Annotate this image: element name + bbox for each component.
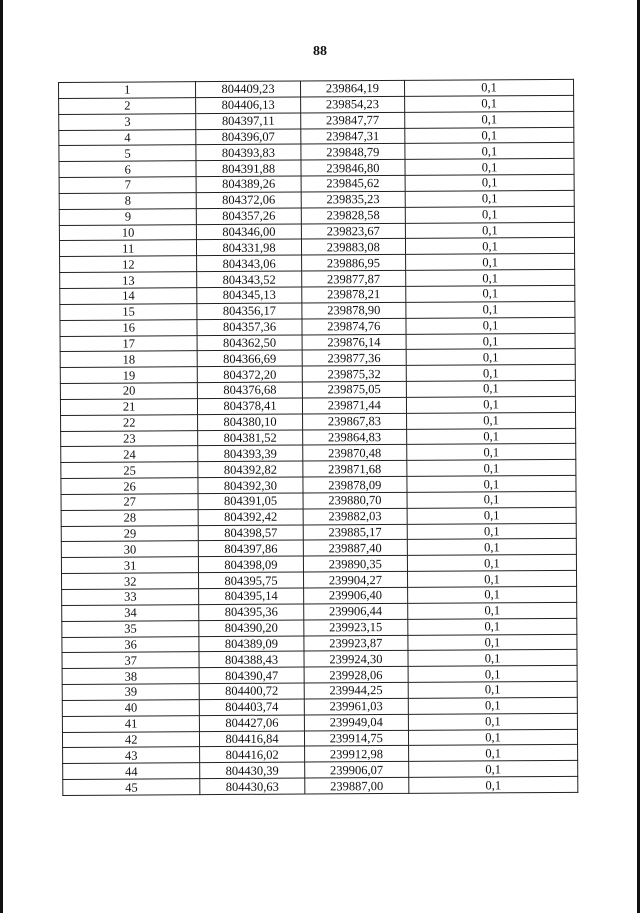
value-cell: 0,1 <box>407 475 576 492</box>
point-number-cell: 5 <box>59 145 196 162</box>
y-coordinate-cell: 239876,14 <box>302 334 406 350</box>
x-coordinate-cell: 804378,41 <box>198 398 302 414</box>
y-coordinate-cell: 239928,06 <box>304 667 408 683</box>
y-coordinate-cell: 239847,31 <box>300 128 404 144</box>
x-coordinate-cell: 804392,82 <box>198 461 302 477</box>
y-coordinate-cell: 239871,68 <box>302 461 406 477</box>
y-coordinate-cell: 239864,83 <box>302 429 406 445</box>
y-coordinate-cell: 239906,40 <box>303 587 407 603</box>
point-number-cell: 31 <box>61 557 198 574</box>
y-coordinate-cell: 239828,58 <box>301 207 405 223</box>
y-coordinate-cell: 239914,75 <box>304 730 408 746</box>
point-number-cell: 17 <box>60 335 197 352</box>
x-coordinate-cell: 804395,36 <box>199 604 303 620</box>
y-coordinate-cell: 239877,36 <box>302 350 406 366</box>
point-number-cell: 38 <box>62 668 199 685</box>
x-coordinate-cell: 804356,17 <box>197 303 301 319</box>
value-cell: 0,1 <box>405 143 574 160</box>
y-coordinate-cell: 239848,79 <box>301 144 405 160</box>
y-coordinate-cell: 239823,67 <box>301 223 405 239</box>
y-coordinate-cell: 239886,95 <box>301 255 405 271</box>
y-coordinate-cell: 239887,00 <box>304 777 408 793</box>
coordinates-table-body <box>59 79 578 795</box>
x-coordinate-cell: 804357,26 <box>197 208 301 224</box>
y-coordinate-cell: 239923,87 <box>304 635 408 651</box>
value-cell: 0,1 <box>406 333 575 350</box>
value-cell: 0,1 <box>405 111 574 128</box>
x-coordinate-cell: 804398,09 <box>199 556 303 572</box>
x-coordinate-cell: 804366,69 <box>197 350 301 366</box>
point-number-cell: 15 <box>60 303 197 320</box>
value-cell: 0,1 <box>405 127 574 144</box>
table-row <box>63 776 578 795</box>
x-coordinate-cell: 804362,50 <box>197 335 301 351</box>
point-number-cell: 4 <box>59 129 196 146</box>
coordinates-table <box>58 79 578 796</box>
x-coordinate-cell: 804398,57 <box>199 525 303 541</box>
x-coordinate-cell: 804389,09 <box>199 636 303 652</box>
value-cell: 0,1 <box>406 285 575 302</box>
x-coordinate-cell: 804357,36 <box>197 319 301 335</box>
value-cell: 0,1 <box>407 570 576 587</box>
point-number-cell: 11 <box>59 240 196 257</box>
page-edge-left <box>0 0 3 913</box>
y-coordinate-cell: 239883,08 <box>301 239 405 255</box>
value-cell: 0,1 <box>409 745 578 762</box>
value-cell: 0,1 <box>407 460 576 477</box>
point-number-cell: 27 <box>61 494 198 511</box>
value-cell: 0,1 <box>406 301 575 318</box>
point-number-cell: 7 <box>59 177 196 194</box>
y-coordinate-cell: 239846,80 <box>301 160 405 176</box>
point-number-cell: 39 <box>62 684 199 701</box>
value-cell: 0,1 <box>408 634 577 651</box>
point-number-cell: 6 <box>59 161 196 178</box>
value-cell: 0,1 <box>408 618 577 635</box>
value-cell: 0,1 <box>408 713 577 730</box>
x-coordinate-cell: 804416,84 <box>200 731 304 747</box>
value-cell: 0,1 <box>408 586 577 603</box>
x-coordinate-cell: 804372,06 <box>197 192 301 208</box>
x-coordinate-cell: 804393,39 <box>198 445 302 461</box>
value-cell: 0,1 <box>405 190 574 207</box>
y-coordinate-cell: 239875,32 <box>302 366 406 382</box>
x-coordinate-cell: 804397,86 <box>199 540 303 556</box>
value-cell: 0,1 <box>406 269 575 286</box>
value-cell: 0,1 <box>407 444 576 461</box>
value-cell: 0,1 <box>406 349 575 366</box>
point-number-cell: 24 <box>61 446 198 463</box>
value-cell: 0,1 <box>406 396 575 413</box>
point-number-cell: 1 <box>59 82 196 99</box>
x-coordinate-cell: 804395,75 <box>199 572 303 588</box>
x-coordinate-cell: 804393,83 <box>196 144 300 160</box>
y-coordinate-cell: 239961,03 <box>304 698 408 714</box>
point-number-cell: 19 <box>60 367 197 384</box>
y-coordinate-cell: 239906,44 <box>303 603 407 619</box>
point-number-cell: 32 <box>62 573 199 590</box>
point-number-cell: 10 <box>59 224 196 241</box>
y-coordinate-cell: 239904,27 <box>303 572 407 588</box>
x-coordinate-cell: 804372,20 <box>198 366 302 382</box>
y-coordinate-cell: 239847,77 <box>300 112 404 128</box>
value-cell: 0,1 <box>407 428 576 445</box>
x-coordinate-cell: 804430,39 <box>200 762 304 778</box>
x-coordinate-cell: 804390,20 <box>199 620 303 636</box>
value-cell: 0,1 <box>405 238 574 255</box>
x-coordinate-cell: 804380,10 <box>198 414 302 430</box>
value-cell: 0,1 <box>405 95 574 112</box>
x-coordinate-cell: 804390,47 <box>199 667 303 683</box>
y-coordinate-cell: 239835,23 <box>301 191 405 207</box>
x-coordinate-cell: 804343,06 <box>197 255 301 271</box>
x-coordinate-cell: 804416,02 <box>200 746 304 762</box>
x-coordinate-cell: 804395,14 <box>199 588 303 604</box>
x-coordinate-cell: 804396,07 <box>196 129 300 145</box>
value-cell: 0,1 <box>406 254 575 271</box>
point-number-cell: 2 <box>59 98 196 115</box>
y-coordinate-cell: 239875,05 <box>302 381 406 397</box>
x-coordinate-cell: 804409,23 <box>196 81 300 97</box>
value-cell: 0,1 <box>405 174 574 191</box>
point-number-cell: 45 <box>63 779 200 796</box>
value-cell: 0,1 <box>408 650 577 667</box>
point-number-cell: 44 <box>63 763 200 780</box>
point-number-cell: 43 <box>63 747 200 764</box>
x-coordinate-cell: 804381,52 <box>198 430 302 446</box>
y-coordinate-cell: 239880,70 <box>303 492 407 508</box>
value-cell: 0,1 <box>405 206 574 223</box>
point-number-cell: 30 <box>61 541 198 558</box>
y-coordinate-cell: 239912,98 <box>304 746 408 762</box>
point-number-cell: 35 <box>62 620 199 637</box>
point-number-cell: 3 <box>59 113 196 130</box>
value-cell: 0,1 <box>408 697 577 714</box>
value-cell: 0,1 <box>407 412 576 429</box>
point-number-cell: 12 <box>60 256 197 273</box>
y-coordinate-cell: 239882,03 <box>303 508 407 524</box>
x-coordinate-cell: 804346,00 <box>197 224 301 240</box>
y-coordinate-cell: 239871,44 <box>302 397 406 413</box>
y-coordinate-cell: 239885,17 <box>303 524 407 540</box>
x-coordinate-cell: 804331,98 <box>197 239 301 255</box>
point-number-cell: 28 <box>61 509 198 526</box>
y-coordinate-cell: 239864,19 <box>300 80 404 96</box>
x-coordinate-cell: 804403,74 <box>200 699 304 715</box>
y-coordinate-cell: 239867,83 <box>302 413 406 429</box>
point-number-cell: 8 <box>59 193 196 210</box>
y-coordinate-cell: 239906,07 <box>304 762 408 778</box>
value-cell: 0,1 <box>408 681 577 698</box>
point-number-cell: 36 <box>62 636 199 653</box>
point-number-cell: 20 <box>60 383 197 400</box>
value-cell: 0,1 <box>405 222 574 239</box>
point-number-cell: 9 <box>59 208 196 225</box>
x-coordinate-cell: 804392,30 <box>198 477 302 493</box>
point-number-cell: 22 <box>61 414 198 431</box>
point-number-cell: 18 <box>60 351 197 368</box>
point-number-cell: 41 <box>62 715 199 732</box>
x-coordinate-cell: 804427,06 <box>200 715 304 731</box>
x-coordinate-cell: 804376,68 <box>198 382 302 398</box>
y-coordinate-cell: 239944,25 <box>304 682 408 698</box>
x-coordinate-cell: 804430,63 <box>200 778 304 794</box>
x-coordinate-cell: 804391,05 <box>198 493 302 509</box>
y-coordinate-cell: 239874,76 <box>302 318 406 334</box>
y-coordinate-cell: 239877,87 <box>301 271 405 287</box>
y-coordinate-cell: 239923,15 <box>303 619 407 635</box>
y-coordinate-cell: 239878,90 <box>302 302 406 318</box>
y-coordinate-cell: 239854,23 <box>300 96 404 112</box>
point-number-cell: 14 <box>60 288 197 305</box>
value-cell: 0,1 <box>406 365 575 382</box>
y-coordinate-cell: 239878,21 <box>301 286 405 302</box>
x-coordinate-cell: 804392,42 <box>198 509 302 525</box>
y-coordinate-cell: 239845,62 <box>301 175 405 191</box>
y-coordinate-cell: 239890,35 <box>303 556 407 572</box>
value-cell: 0,1 <box>407 491 576 508</box>
y-coordinate-cell: 239870,48 <box>302 445 406 461</box>
x-coordinate-cell: 804397,11 <box>196 113 300 129</box>
point-number-cell: 26 <box>61 478 198 495</box>
x-coordinate-cell: 804388,43 <box>199 651 303 667</box>
value-cell: 0,1 <box>407 555 576 572</box>
y-coordinate-cell: 239924,30 <box>304 651 408 667</box>
x-coordinate-cell: 804400,72 <box>200 683 304 699</box>
value-cell: 0,1 <box>405 159 574 176</box>
x-coordinate-cell: 804406,13 <box>196 97 300 113</box>
point-number-cell: 33 <box>62 589 199 606</box>
value-cell: 0,1 <box>407 539 576 556</box>
x-coordinate-cell: 804391,88 <box>196 160 300 176</box>
value-cell: 0,1 <box>408 729 577 746</box>
value-cell: 0,1 <box>408 602 577 619</box>
value-cell: 0,1 <box>406 380 575 397</box>
point-number-cell: 34 <box>62 604 199 621</box>
value-cell: 0,1 <box>407 507 576 524</box>
point-number-cell: 42 <box>62 731 199 748</box>
y-coordinate-cell: 239949,04 <box>304 714 408 730</box>
point-number-cell: 25 <box>61 462 198 479</box>
value-cell: 0,1 <box>409 761 578 778</box>
page-number: 88 <box>313 44 327 59</box>
point-number-cell: 37 <box>62 652 199 669</box>
point-number-cell: 21 <box>60 399 197 416</box>
x-coordinate-cell: 804389,26 <box>196 176 300 192</box>
point-number-cell: 16 <box>60 319 197 336</box>
point-number-cell: 29 <box>61 525 198 542</box>
y-coordinate-cell: 239878,09 <box>303 476 407 492</box>
point-number-cell: 23 <box>61 430 198 447</box>
value-cell: 0,1 <box>409 776 578 793</box>
point-number-cell: 40 <box>62 700 199 717</box>
x-coordinate-cell: 804343,52 <box>197 271 301 287</box>
value-cell: 0,1 <box>406 317 575 334</box>
value-cell: 0,1 <box>408 666 577 683</box>
value-cell: 0,1 <box>404 79 573 96</box>
point-number-cell: 13 <box>60 272 197 289</box>
value-cell: 0,1 <box>407 523 576 540</box>
x-coordinate-cell: 804345,13 <box>197 287 301 303</box>
y-coordinate-cell: 239887,40 <box>303 540 407 556</box>
